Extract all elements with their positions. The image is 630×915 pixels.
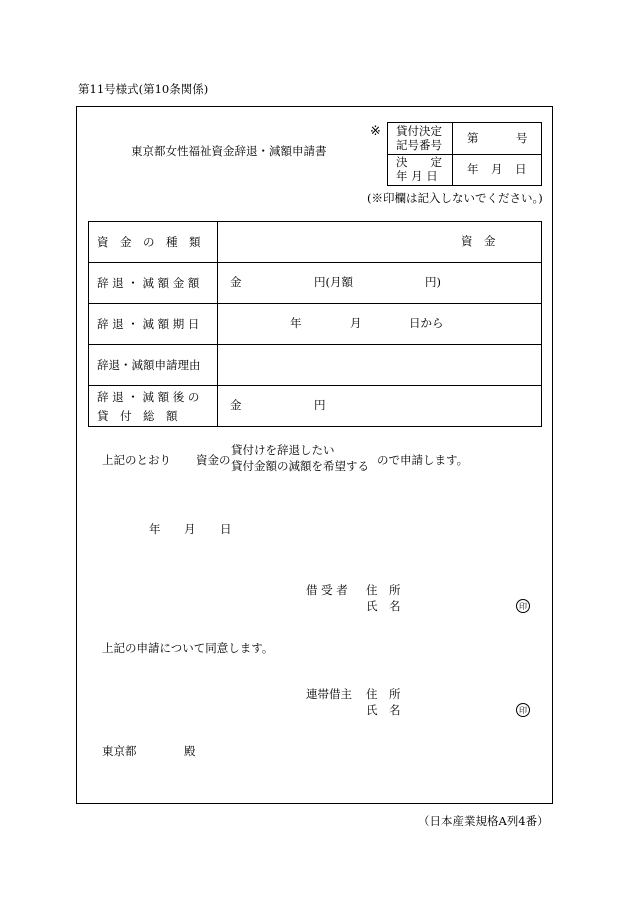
reason-cell[interactable] [218,345,542,386]
fund-type-cell[interactable] [218,222,542,263]
reason-label: 辞退・減額申請理由 [97,358,201,372]
guarantor-name-label: 氏 名 [366,703,401,717]
table-row [89,304,542,345]
total-yen: 円 [314,398,326,412]
borrower-role: 借 受 者 [306,583,348,597]
paper-size-note: （日本産業規格A列4番） [418,814,549,828]
ref-label-2: 記号番号 [396,138,442,152]
statement-lead: 上記のとおり [102,453,171,467]
guarantor-seal-icon: 印 [516,703,530,717]
total-prefix: 金 [230,398,242,412]
date-month: 月 [184,522,196,536]
form-number: 第11号様式(第10条関係) [78,82,209,96]
statement-option-2: 貸付金額の減額を希望する [231,459,369,473]
reference-box [387,122,542,186]
total-cell[interactable] [218,386,542,427]
date-day: 日 [220,522,232,536]
decision-label-2: 年 月 日 [396,169,438,183]
period-cell[interactable] [218,304,542,345]
addressee-org: 東京都 [102,744,137,758]
table-row [89,386,542,427]
statement-fund: 資金の [196,453,231,467]
decision-month: 月 [491,162,503,176]
consent-text: 上記の申請について同意します。 [102,641,274,655]
guarantor-address-label: 住 所 [366,687,401,701]
addressee-honorific: 殿 [184,744,196,758]
table-row [89,263,542,304]
date-year: 年 [149,522,161,536]
total-label-1: 辞 退 ・ 減 額 後 の [97,389,200,404]
guarantor-role: 連帯借主 [306,687,352,701]
period-label: 辞 退 ・ 減 額 期 日 [97,317,200,331]
table-row [89,222,542,263]
form-title: 東京都女性福祉資金辞退・減額申請書 [131,144,327,158]
stamp-note: (※印欄は記入しないでください。) [367,191,543,205]
amount-prefix: 金 [230,275,242,289]
amount-yen-close: 円) [425,275,441,289]
ref-number-prefix: 第 [467,131,479,145]
statement-tail: ので申請します。 [377,453,469,467]
decision-day: 日 [515,162,527,176]
ref-label-1: 貸付決定 [396,124,442,138]
table-row [89,345,542,386]
total-label-2: 貸 付 総 額 [97,408,178,423]
period-month: 月 [350,316,362,330]
ref-number-suffix: 号 [516,131,528,145]
statement-option-1: 貸付けを辞退したい [231,443,335,457]
decision-year: 年 [467,162,479,176]
borrower-address-label: 住 所 [366,583,401,597]
period-year: 年 [290,316,302,330]
amount-label: 辞 退 ・ 減 額 金 額 [97,276,200,290]
fund-type-label: 資 金 の 種 類 [97,235,201,249]
fund-type-suffix: 資 金 [461,234,496,248]
office-use-mark: ※ [370,124,381,139]
period-day: 日から [409,316,444,330]
borrower-seal-icon: 印 [516,599,530,613]
amount-cell[interactable] [218,263,542,304]
amount-yen: 円(月額 [314,275,353,289]
decision-label-1: 決 定 [396,155,442,169]
application-table [88,221,542,427]
borrower-name-label: 氏 名 [366,599,401,613]
